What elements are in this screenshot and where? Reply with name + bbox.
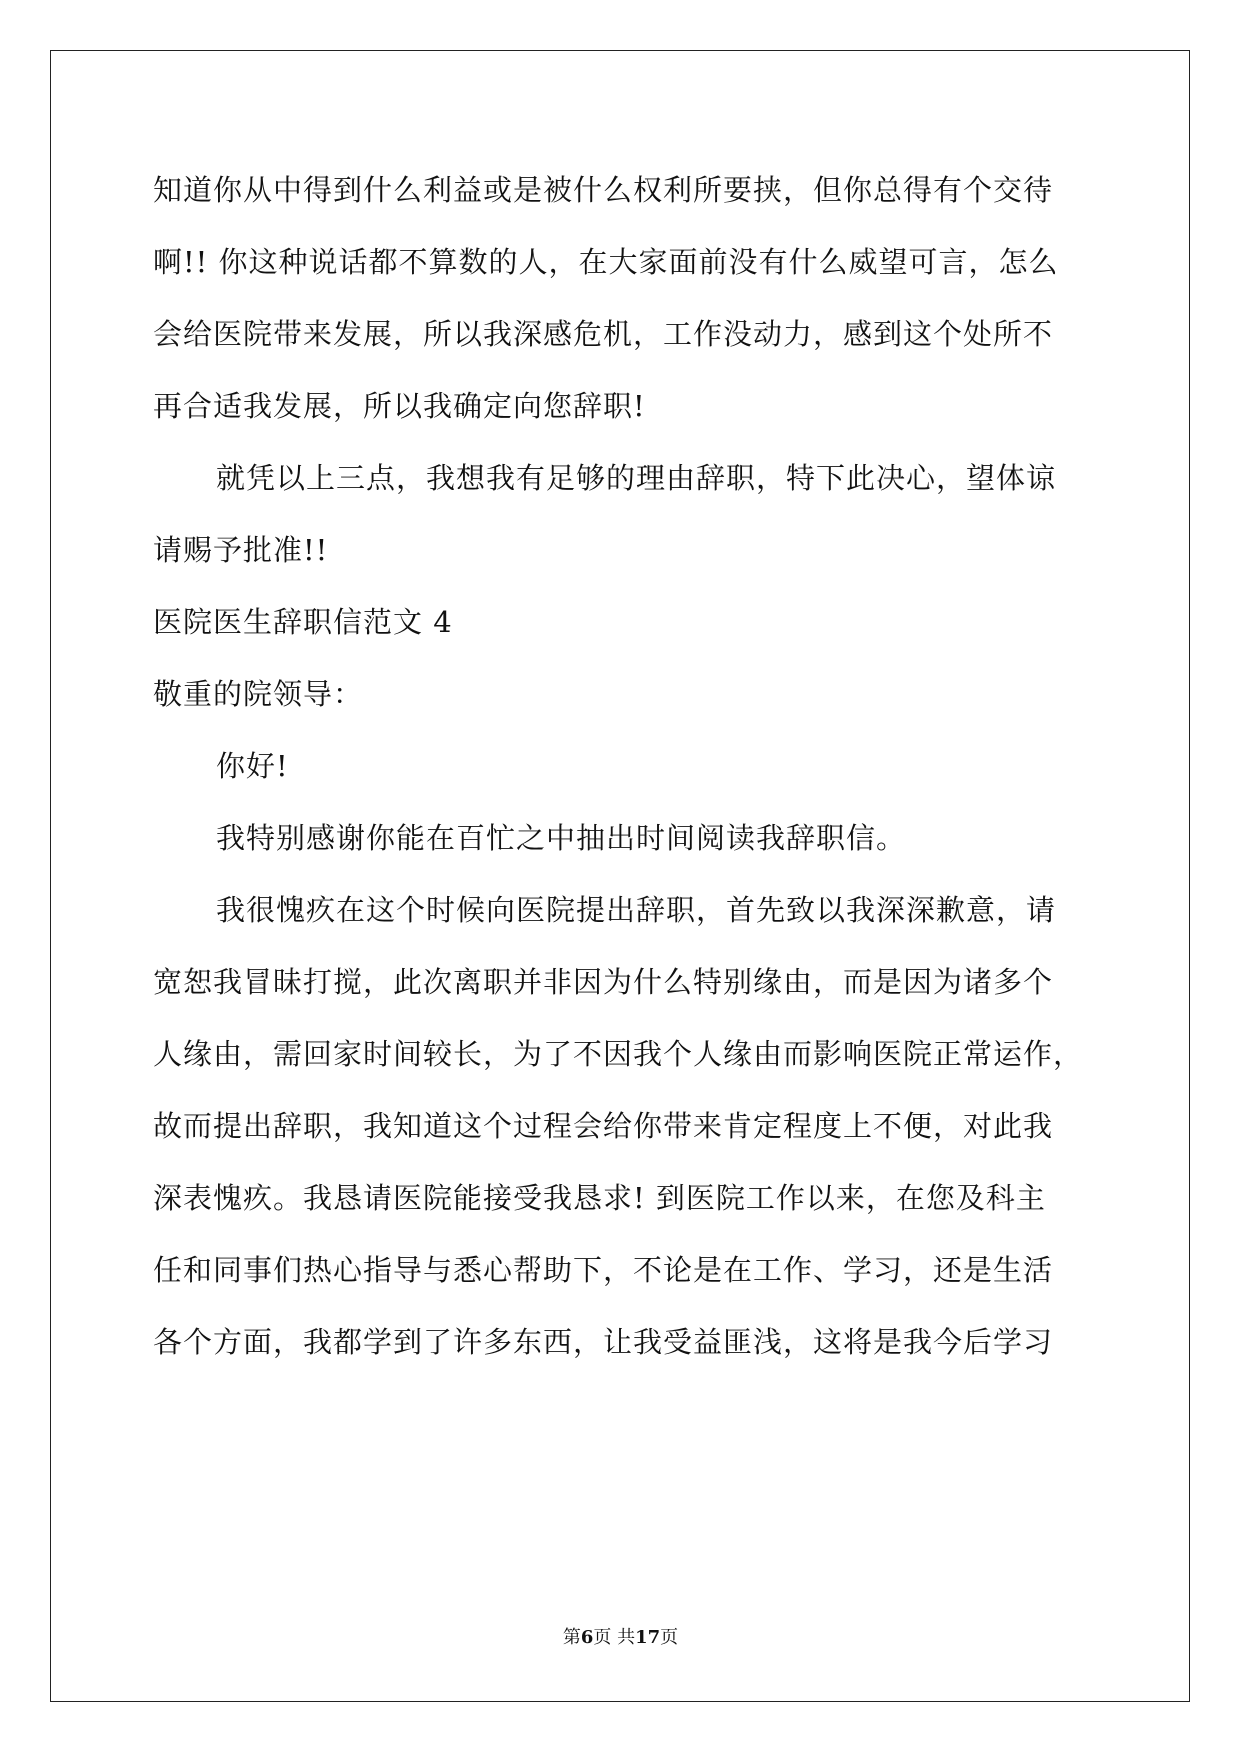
text-line: 会给医院带来发展，所以我深感危机，工作没动力，感到这个处所不 [153,317,1054,351]
page-footer [0,1626,1241,1650]
total-page-number: 17 [635,1627,661,1648]
text-line: 再合适我发展，所以我确定向您辞职! [153,389,646,423]
text-line: 宽恕我冒昧打搅，此次离职并非因为什么特别缘由，而是因为诸多个 [153,965,1054,999]
text-line: 任和同事们热心指导与悉心帮助下，不论是在工作、学习，还是生活 [153,1253,1054,1287]
footer-prefix: 第 [562,1627,581,1648]
text-line: 我很愧疚在这个时候向医院提出辞职，首先致以我深深歉意，请 [216,893,1057,927]
salutation: 敬重的院领导： [153,677,364,711]
text-line: 故而提出辞职，我知道这个过程会给你带来肯定程度上不便，对此我 [153,1109,1054,1143]
page-border [50,50,1190,1702]
text-line: 就凭以上三点，我想我有足够的理由辞职，特下此决心，望体谅 [216,461,1057,495]
footer-suffix: 页 [660,1627,679,1648]
text-line: 各个方面，我都学到了许多东西，让我受益匪浅，这将是我今后学习 [153,1325,1054,1359]
greeting: 你好! [216,749,289,783]
text-line: 人缘由，需回家时间较长，为了不因我个人缘由而影响医院正常运作， [153,1037,1084,1071]
text-line: 深表愧疚。我恳请医院能接受我恳求! 到医院工作以来，在您及科主 [153,1181,1046,1215]
current-page-number: 6 [580,1627,594,1648]
section-heading: 医院医生辞职信范文 4 [153,605,453,639]
footer-mid: 页 共 [593,1627,636,1648]
text-line: 知道你从中得到什么利益或是被什么权利所要挟，但你总得有个交待 [153,173,1054,207]
text-line: 啊!! 你这种说话都不算数的人，在大家面前没有什么威望可言，怎么 [153,245,1059,279]
text-line: 请赐予批准!! [153,533,329,567]
text-line: 我特别感谢你能在百忙之中抽出时间阅读我辞职信。 [216,821,907,855]
